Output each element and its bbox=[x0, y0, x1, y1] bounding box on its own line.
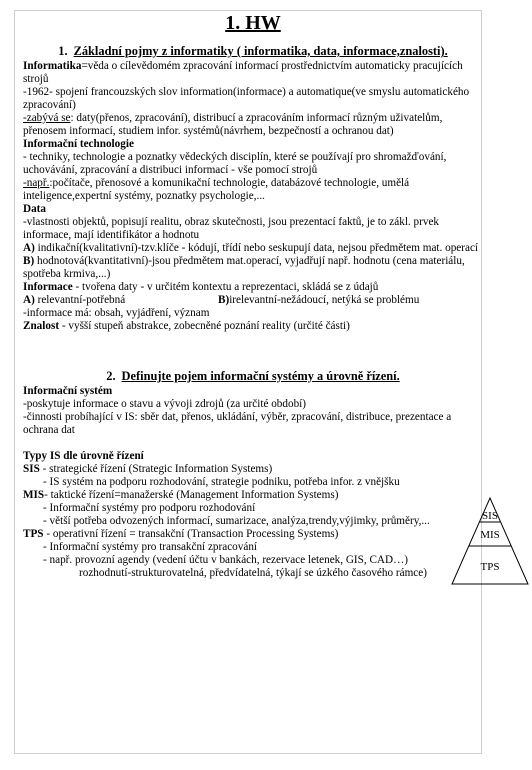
section-1-heading bbox=[23, 44, 483, 59]
informatika-1962: -1962- spojení francouzských slov information(informace) a automatique(ve smyslu automatického zpracování) bbox=[23, 86, 470, 111]
mis-item-1: - Informační systémy pro podporu rozhodování bbox=[43, 502, 256, 514]
mis-item-2: - větší potřeba odvozených informací, sumarizace, analýza,trendy,výjimky, průměry,... bbox=[43, 515, 430, 527]
is-pyramid-diagram bbox=[450, 496, 530, 588]
informace-definition bbox=[23, 281, 483, 294]
term-informatika: Informatika bbox=[23, 60, 82, 72]
technologie-heading: Informační technologie bbox=[23, 138, 134, 150]
term-mis: MIS bbox=[23, 489, 45, 501]
page-title: 1. HW bbox=[225, 12, 281, 34]
informatika-definition bbox=[23, 60, 483, 86]
informatika-def-text: =věda o cílevědomém zpracování informací prostřednictvím automaticky pracujících strojů bbox=[23, 60, 463, 85]
informace-a-text: relevantní-potřebná bbox=[34, 294, 126, 306]
napr-label: -např. bbox=[23, 177, 50, 189]
informace-def-text: - tvořena daty - v určitém kontextu a reprezentaci, skládá se z údajů bbox=[72, 281, 379, 293]
informace-line-2: -informace má: obsah, vyjádření, význam bbox=[23, 307, 210, 319]
mis-definition bbox=[23, 489, 483, 502]
data-line-1: -vlastnosti objektů, popisují realitu, obraz skutečnosti, jsou prezentací faktů, je to zákl. prvek informace, mají identifikátor a hodnotu bbox=[23, 216, 440, 241]
informace-b-text: irelevantní-nežádoucí, netýká se problému bbox=[229, 294, 420, 306]
napr-text: :počítače, přenosové a komunikační technologie, databázové technologie, umělá inteligence,expertní systémy, poznatky psychologie,... bbox=[23, 177, 410, 202]
section-2-heading bbox=[23, 369, 483, 384]
informace-b bbox=[218, 294, 419, 306]
types-heading: Typy IS dle úrovně řízení bbox=[23, 450, 144, 462]
data-heading: Data bbox=[23, 203, 46, 215]
section-2-title: Definujte pojem informační systémy a úrovně řízení. bbox=[121, 369, 400, 383]
sis-definition bbox=[23, 463, 483, 476]
section-1-title: Základní pojmy z informatiky ( informatika, data, informace,znalosti). bbox=[73, 44, 448, 58]
zabyva-label: -zabývá se bbox=[23, 112, 71, 124]
pyramid-label-bottom: TPS bbox=[480, 561, 500, 573]
is-line-2: -činnosti probíhající v IS: sběr dat, přenos, ukládání, výběr, zpracování, distribuce, prezentace a ochrana dat bbox=[23, 411, 452, 436]
pyramid-svg bbox=[450, 496, 530, 588]
znalost-definition bbox=[23, 320, 483, 333]
mis-def-text: - taktické řízení=manažerské (Management Information Systems) bbox=[44, 489, 339, 501]
section-1-number: 1. bbox=[58, 44, 68, 58]
znalost-def-text: - vyšší stupeň abstrakce, zobecněné poznání reality (určité části) bbox=[59, 320, 350, 332]
informace-b-label: B) bbox=[218, 294, 230, 306]
pyramid-label-middle: MIS bbox=[480, 529, 500, 541]
is-line-1: -poskytuje informace o stavu a vývoji zdrojů (za určité období) bbox=[23, 398, 307, 410]
spacer bbox=[23, 333, 483, 369]
pyramid-label-top: SIS bbox=[482, 510, 498, 522]
term-sis: SIS bbox=[23, 463, 40, 475]
technologie-line-1: - techniky, technologie a poznatky vědeckých disciplín, které se používají pro shromažďování, uchovávání, zpracování a distribuci informací - vše pomocí strojů bbox=[23, 151, 447, 176]
data-b-label: B) bbox=[23, 255, 35, 267]
zabyva-text: : daty(přenos, zpracování), distribucí a zpracováním informací různým uživatelům, přenosem informací, studiem infor. systémů(návrhem, bezpečností a ochranou dat) bbox=[23, 112, 443, 137]
informace-a bbox=[23, 294, 218, 307]
informace-types bbox=[23, 294, 483, 307]
term-tps: TPS bbox=[23, 528, 44, 540]
informatika-zabyva bbox=[23, 112, 483, 138]
tps-item-2: - např. provozní agendy (vedení účtu v bankách, rezervace letenek, GIS, CAD…) bbox=[43, 554, 409, 566]
tps-item-1: - Informační systémy pro transakční zpracování bbox=[43, 541, 258, 553]
sis-def-text: - strategické řízení (Strategic Information Systems) bbox=[39, 463, 273, 475]
data-item-b bbox=[23, 255, 483, 281]
sis-item-1: - IS systém na podporu rozhodování, strategie podniku, potřeba infor. z vnějšku bbox=[43, 476, 400, 488]
technologie-napr bbox=[23, 177, 483, 203]
data-b-text: hodnotová(kvantitativní)-jsou předmětem mat.operací, vyjadřují např. hodnotu (cena materiálu, spotřeba krmiva,...) bbox=[23, 255, 465, 280]
data-item-a bbox=[23, 242, 483, 255]
data-a-label: A) bbox=[23, 242, 35, 254]
tps-item-3: rozhodnutí-strukturovatelná, předvídatelná, týkají se úzkého časového rámce) bbox=[79, 567, 427, 579]
informace-a-label: A) bbox=[23, 294, 35, 306]
tps-def-text: - operativní řízení = transakční (Transaction Processing Systems) bbox=[43, 528, 339, 540]
spacer bbox=[23, 437, 483, 450]
term-informace: Informace bbox=[23, 281, 73, 293]
is-heading: Informační systém bbox=[23, 385, 113, 397]
data-a-text: indikační(kvalitativní)-tzv.klíče - kódují, třídí nebo seskupují data, nejsou předmětem mat. operací bbox=[34, 242, 479, 254]
section-2-number: 2. bbox=[106, 369, 116, 383]
document-body bbox=[23, 12, 483, 580]
term-znalost: Znalost bbox=[23, 320, 60, 332]
tps-definition bbox=[23, 528, 483, 541]
